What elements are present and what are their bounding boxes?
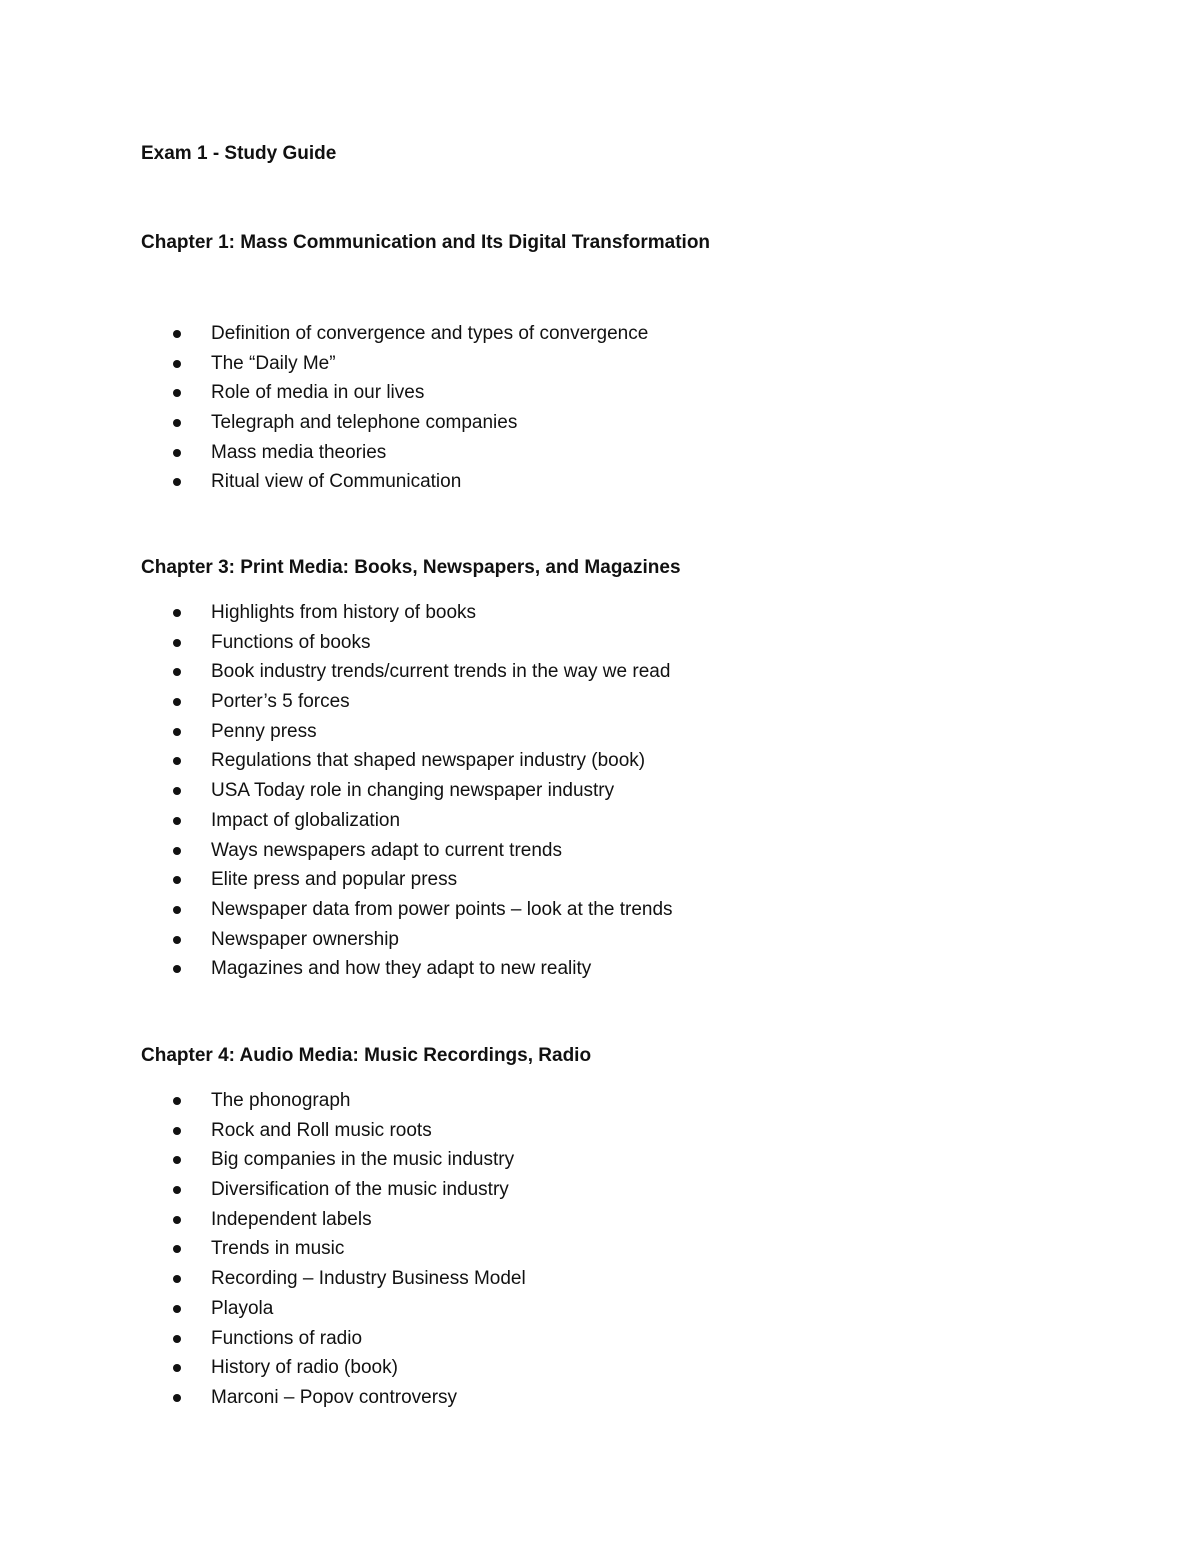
list-item-text: Newspaper data from power points – look at the trends (211, 898, 673, 920)
chapter-4-section (141, 1044, 1141, 1413)
bullet-list (141, 1086, 1141, 1413)
bullet-list (141, 319, 1141, 497)
list-item (141, 1175, 1141, 1205)
bullet-icon (173, 419, 181, 427)
list-item (141, 1205, 1141, 1235)
list-item-text: Ways newspapers adapt to current trends (211, 839, 562, 861)
chapter-3-section (141, 556, 1141, 984)
list-item-text: Playola (211, 1297, 274, 1319)
list-item (141, 687, 1141, 717)
bullet-icon (173, 1335, 181, 1343)
bullet-icon (173, 1216, 181, 1224)
list-item (141, 467, 1141, 497)
chapter-heading: Chapter 1: Mass Communication and Its Digital Transformation (141, 232, 711, 253)
list-item (141, 776, 1141, 806)
list-item-text: Trends in music (211, 1238, 345, 1260)
document-title: Exam 1 - Study Guide (141, 143, 337, 164)
bullet-icon (173, 330, 181, 338)
list-item (141, 1264, 1141, 1294)
list-item-text: Book industry trends/current trends in the way we read (211, 661, 671, 683)
bullet-icon (173, 817, 181, 825)
bullet-icon (173, 1305, 181, 1313)
list-item-text: Marconi – Popov controversy (211, 1386, 458, 1408)
bullet-icon (173, 876, 181, 884)
list-item (141, 806, 1141, 836)
bullet-icon (173, 965, 181, 973)
bullet-icon (173, 787, 181, 795)
bullet-icon (173, 906, 181, 914)
list-item-text: Newspaper ownership (211, 928, 399, 950)
list-item (141, 1383, 1141, 1413)
bullet-icon (173, 847, 181, 855)
bullet-icon (173, 1245, 181, 1253)
bullet-icon (173, 449, 181, 457)
list-item-text: Functions of books (211, 631, 371, 653)
bullet-icon (173, 1275, 181, 1283)
list-item (141, 1353, 1141, 1383)
list-item (141, 1086, 1141, 1116)
list-item-text: History of radio (book) (211, 1357, 398, 1379)
list-item (141, 865, 1141, 895)
bullet-icon (173, 609, 181, 617)
list-item (141, 717, 1141, 747)
list-item-text: Diversification of the music industry (211, 1179, 509, 1201)
bullet-icon (173, 1394, 181, 1402)
list-item (141, 408, 1141, 438)
list-item-text: Elite press and popular press (211, 869, 458, 891)
bullet-icon (173, 1097, 181, 1105)
bullet-icon (173, 1364, 181, 1372)
chapter-1-section (141, 231, 1141, 497)
list-item-text: Independent labels (211, 1208, 372, 1230)
list-item-text: Big companies in the music industry (211, 1149, 515, 1171)
list-item (141, 836, 1141, 866)
list-item (141, 1294, 1141, 1324)
list-item (141, 1145, 1141, 1175)
chapter-heading: Chapter 3: Print Media: Books, Newspapers, and Magazines (141, 557, 681, 578)
list-item (141, 925, 1141, 955)
bullet-icon (173, 1127, 181, 1135)
bullet-icon (173, 389, 181, 397)
bullet-icon (173, 728, 181, 736)
list-item (141, 378, 1141, 408)
list-item (141, 746, 1141, 776)
list-item (141, 628, 1141, 658)
bullet-icon (173, 360, 181, 368)
list-item-text: Porter’s 5 forces (211, 691, 350, 713)
list-item-text: The phonograph (211, 1090, 351, 1111)
list-item-text: Telegraph and telephone companies (211, 412, 518, 434)
list-item-text: Rock and Roll music roots (211, 1119, 432, 1141)
list-item-text: Role of media in our lives (211, 382, 425, 404)
bullet-icon (173, 936, 181, 944)
bullet-icon (173, 478, 181, 486)
list-item (141, 598, 1141, 628)
list-item (141, 349, 1141, 379)
list-item (141, 1116, 1141, 1146)
list-item (141, 954, 1141, 984)
bullet-icon (173, 668, 181, 676)
bullet-list (141, 598, 1141, 984)
list-item (141, 319, 1141, 349)
bullet-icon (173, 698, 181, 706)
list-item-text: The “Daily Me” (211, 352, 336, 374)
list-item-text: USA Today role in changing newspaper industry (211, 780, 615, 802)
list-item (141, 1234, 1141, 1264)
list-item-text: Highlights from history of books (211, 602, 477, 623)
bullet-icon (173, 639, 181, 647)
list-item-text: Ritual view of Communication (211, 471, 462, 493)
list-item (141, 438, 1141, 468)
list-item-text: Definition of convergence and types of convergence (211, 323, 649, 344)
chapter-heading: Chapter 4: Audio Media: Music Recordings, Radio (141, 1045, 592, 1066)
list-item (141, 657, 1141, 687)
list-item-text: Impact of globalization (211, 809, 401, 831)
list-item-text: Mass media theories (211, 441, 387, 463)
list-item-text: Functions of radio (211, 1327, 363, 1349)
bullet-icon (173, 757, 181, 765)
list-item (141, 1324, 1141, 1354)
list-item-text: Magazines and how they adapt to new reality (211, 958, 592, 980)
list-item (141, 895, 1141, 925)
bullet-icon (173, 1186, 181, 1194)
list-item-text: Penny press (211, 720, 317, 742)
bullet-icon (173, 1156, 181, 1164)
list-item-text: Recording – Industry Business Model (211, 1268, 526, 1290)
list-item-text: Regulations that shaped newspaper industry (book) (211, 750, 646, 772)
